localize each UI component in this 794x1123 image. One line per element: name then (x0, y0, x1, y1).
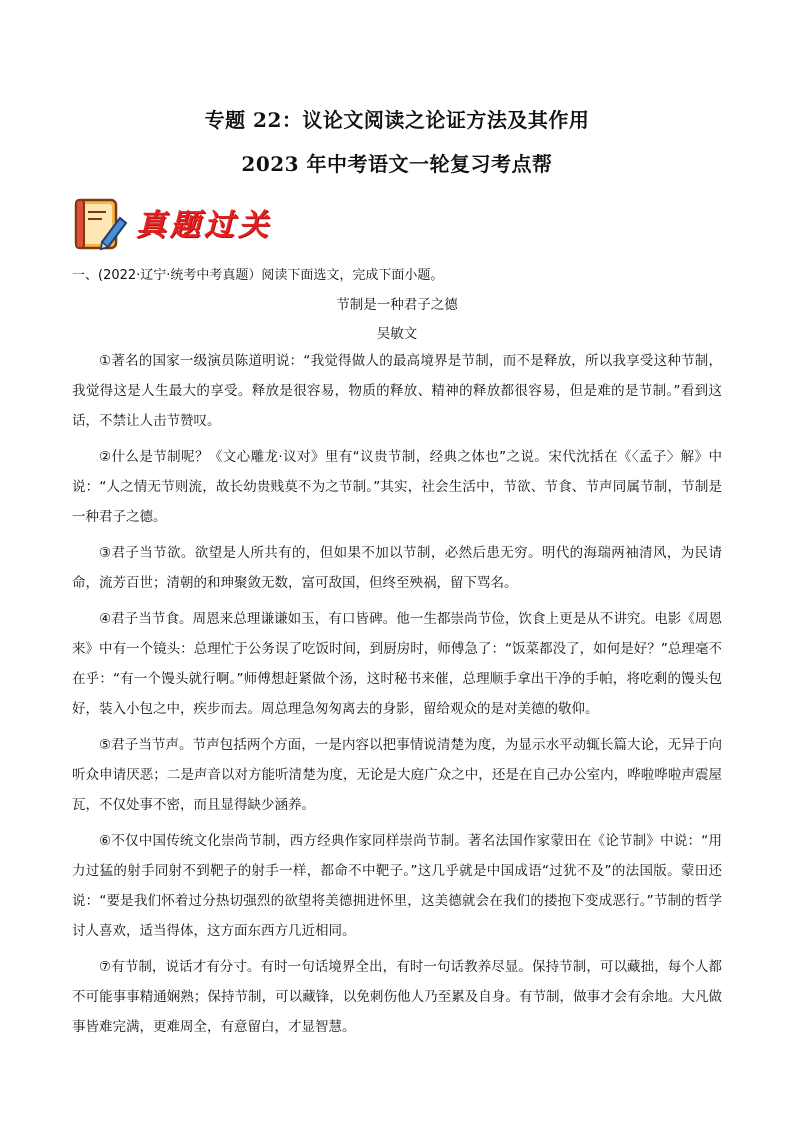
section-banner (72, 196, 282, 252)
page-subtitle: 2023 年中考语文一轮复习考点帮 (241, 152, 553, 176)
question-prompt: 一、(2022·辽宁·统考中考真题）阅读下面选文，完成下面小题。 (72, 268, 444, 283)
page-title: 专题 22：议论文阅读之论证方法及其作用 (204, 108, 590, 132)
article-title: 节制是一种君子之德 (336, 297, 458, 313)
paragraph-1: ①著名的国家一级演员陈道明说：“我觉得做人的最高境界是节制，而不是释放，所以我享受这种节制，我觉得这是人生最大的享受。释放是很容易，物质的释放、精神的释放都很容易，但是难的是节制。”看到这话，不禁让人击节赞叹。 (72, 353, 722, 429)
paragraph-4: ④君子当节食。周恩来总理谦谦如玉，有口皆碑。他一生都崇尚节俭，饮食上更是从不讲究。电影《周恩来》中有一个镜头：总理忙于公务误了吃饭时间，到厨房时，师傅急了：“饭菜都没了，如何是好？”总理毫不在乎：“有一个馒头就行啊。”师傅想赶紧做个汤，这时秘书来催，总理顺手拿出干净的手帕，将吃剩的馒头包好，装入小包之中，疾步而去。周总理急匆匆离去的身影，留给观众的是对美德的敬仰。 (72, 611, 722, 717)
paragraph-5: ⑤君子当节声。节声包括两个方面，一是内容以把事情说清楚为度，为显示水平动辄长篇大论，无异于向听众申请厌恶；二是声音以对方能听清楚为度，无论是大庭广众之中，还是在自己办公室内，哗啦哗啦声震屋瓦，不仅处事不密，而且显得缺少涵养。 (72, 737, 722, 813)
article-author: 吴敏文 (376, 326, 418, 342)
notebook-pencil-icon (72, 196, 128, 252)
banner-title: 真题过关 (136, 208, 272, 243)
paragraph-6: ⑥不仅中国传统文化崇尚节制，西方经典作家同样崇尚节制。著名法国作家蒙田在《论节制》中说：“用力过猛的射手同射不到靶子的射手一样，都命不中靶子。”这几乎就是中国成语“过犹不及”的法国版。蒙田还说：“要是我们怀着过分热切强烈的欲望将美德拥进怀里，这美德就会在我们的搂抱下变成恶行。”节制的哲学讨人喜欢，适当得体，这方面东西方几近相同。 (72, 833, 722, 939)
paragraph-2: ②什么是节制呢？《文心雕龙·议对》里有“议贵节制，经典之体也”之说。宋代沈括在《〈孟子〉解》中说：“人之情无节则流，故长幼贵贱莫不为之节制。”其实，社会生活中，节欲、节食、节声同属节制，节制是一种君子之德。 (72, 449, 722, 525)
article-body (72, 346, 722, 1048)
paragraph-7: ⑦有节制，说话才有分寸。有时一句话境界全出，有时一句话教养尽显。保持节制，可以藏拙，每个人都不可能事事精通娴熟；保持节制，可以藏锋，以免刺伤他人乃至累及自身。有节制，做事才会有余地。大凡做事皆难完满，更难周全，有意留白，才显智慧。 (72, 959, 722, 1035)
paragraph-3: ③君子当节欲。欲望是人所共有的，但如果不加以节制，必然后患无穷。明代的海瑞两袖清风，为民请命，流芳百世；清朝的和珅聚敛无数，富可敌国，但终至殃祸，留下骂名。 (72, 545, 722, 591)
